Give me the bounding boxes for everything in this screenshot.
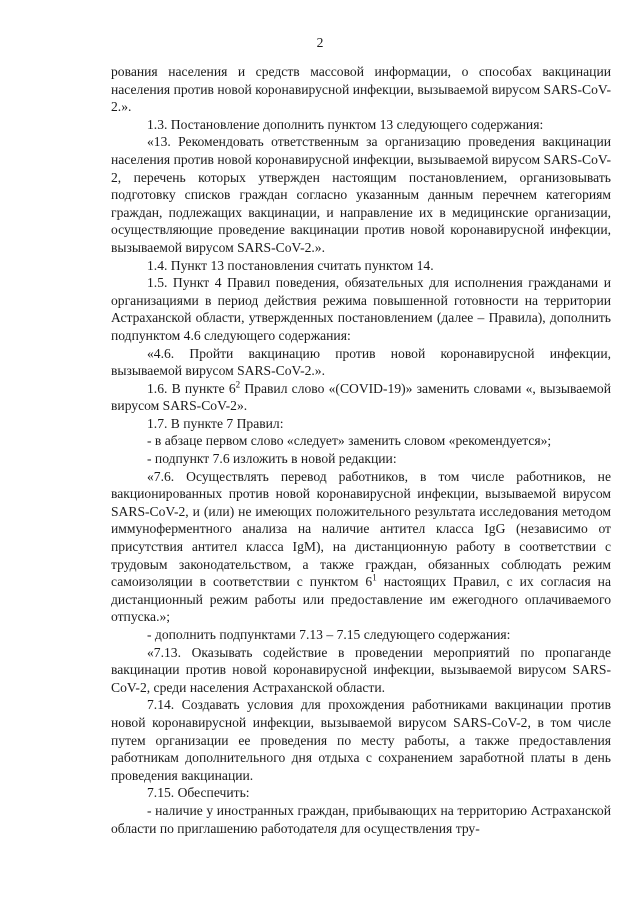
document-body	[111, 63, 611, 837]
paragraph	[111, 626, 611, 644]
paragraph	[111, 116, 611, 134]
paragraph	[111, 802, 611, 837]
paragraph	[111, 63, 611, 116]
paragraph-text: - наличие у иностранных граждан, прибывающих на территорию Астраханской области по приглашению работодателя для осуществления тру-	[111, 802, 611, 836]
paragraph-text: - в абзаце первом слово «следует» заменить словом «рекомендуется»;	[147, 433, 552, 449]
paragraph	[111, 644, 611, 697]
paragraph	[111, 257, 611, 275]
paragraph-text: 1.7. В пункте 7 Правил:	[147, 415, 284, 431]
paragraph-text: - дополнить подпунктами 7.13 – 7.15 следующего содержания:	[147, 627, 511, 642]
paragraph	[111, 696, 611, 784]
paragraph-text: 7.14. Создавать условия для прохождения работниками вакцинации против новой коронавирусной инфекции, вызываемой вирусом SARS-CoV-2, в том числе путем организации ее проведения по месту работы, а также предоставления работникам дополнительного дня отдыха с сохранением заработной платы в день проведения вакцинации.	[111, 697, 611, 783]
page-number: 2	[316, 35, 324, 50]
paragraph-text: «4.6. Пройти вакцинацию против новой коронавирусной инфекции, вызываемой вирусом SARS-CoV-2.».	[111, 345, 611, 379]
paragraph-text: «13. Рекомендовать ответственным за организацию проведения вакцинации населения против новой коронавирусной инфекции, вызываемой вирусом SARS-CoV-2, перечень которых утвержден настоящим постановлением, организовывать подготовку списков граждан согласно указанным данным перечнем категориям граждан, подлежащих вакцинации, и направление их в медицинские организации, осуществляющие проведение вакцинации против новой коронавирусной инфекции, вызываемой вирусом SARS-CoV-2.».	[111, 134, 611, 255]
paragraph	[111, 133, 611, 256]
paragraph	[111, 468, 611, 626]
paragraph-text: Правил слово «(COVID-19)» заменить словами «, вызываемой вирусом SARS-CoV-2».	[111, 380, 612, 414]
paragraph-text: рования населения и средств массовой информации, о способах вакцинации населения против новой коронавирусной инфекции, вызываемой вирусом SARS-CoV-2.».	[111, 64, 611, 115]
paragraph	[111, 432, 611, 450]
paragraph-text: «7.13. Оказывать содействие в проведении мероприятий по пропаганде вакцинации против новой коронавирусной инфекции, вызываемой вирусом SARS-CoV-2, среди населения Астраханской области.	[111, 644, 611, 695]
paragraph	[111, 380, 611, 415]
paragraph-text: 1.4. Пункт 13 постановления считать пунктом 14.	[147, 257, 434, 273]
paragraph-text: настоящих Правил, с их согласия на дистанционный режим работы или предоставление им ежегодного оплачиваемого отпуска.»;	[111, 574, 611, 625]
paragraph-text: 7.15. Обеспечить:	[147, 785, 250, 801]
paragraph	[111, 450, 611, 468]
paragraph-text: «7.6. Осуществлять перевод работников, в том числе работников, не вакционированных против новой коронавирусной инфекции, вызываемой вирусом SARS-CoV-2, и (или) не имеющих положительного результата исследования методом иммуноферментного анализа на наличие антител класса IgG (независимо от присутствия антител класса IgM), на дистанционную работу в соответствии с трудовым законодательством, а также граждан, обязанных соблюдать режим самоизоляции в соответствии с пунктом 6	[111, 468, 611, 590]
paragraph	[111, 274, 611, 344]
paragraph	[111, 345, 611, 380]
superscript: 2	[235, 379, 241, 390]
paragraph-text: - подпункт 7.6 изложить в новой редакции:	[147, 451, 397, 467]
paragraph-text: 1.6. В пункте 6	[147, 380, 236, 396]
paragraph	[111, 415, 611, 433]
paragraph	[111, 784, 611, 802]
superscript: 1	[372, 572, 377, 583]
paragraph-text: 1.5. Пункт 4 Правил поведения, обязательных для исполнения гражданами и организациями в период действия режима повышенной готовности на территории Астраханской области, утвержденных постановлением (далее – Правила), дополнить подпунктом 4.6 следующего содержания:	[111, 275, 611, 343]
paragraph-text: 1.3. Постановление дополнить пунктом 13 следующего содержания:	[147, 116, 544, 132]
